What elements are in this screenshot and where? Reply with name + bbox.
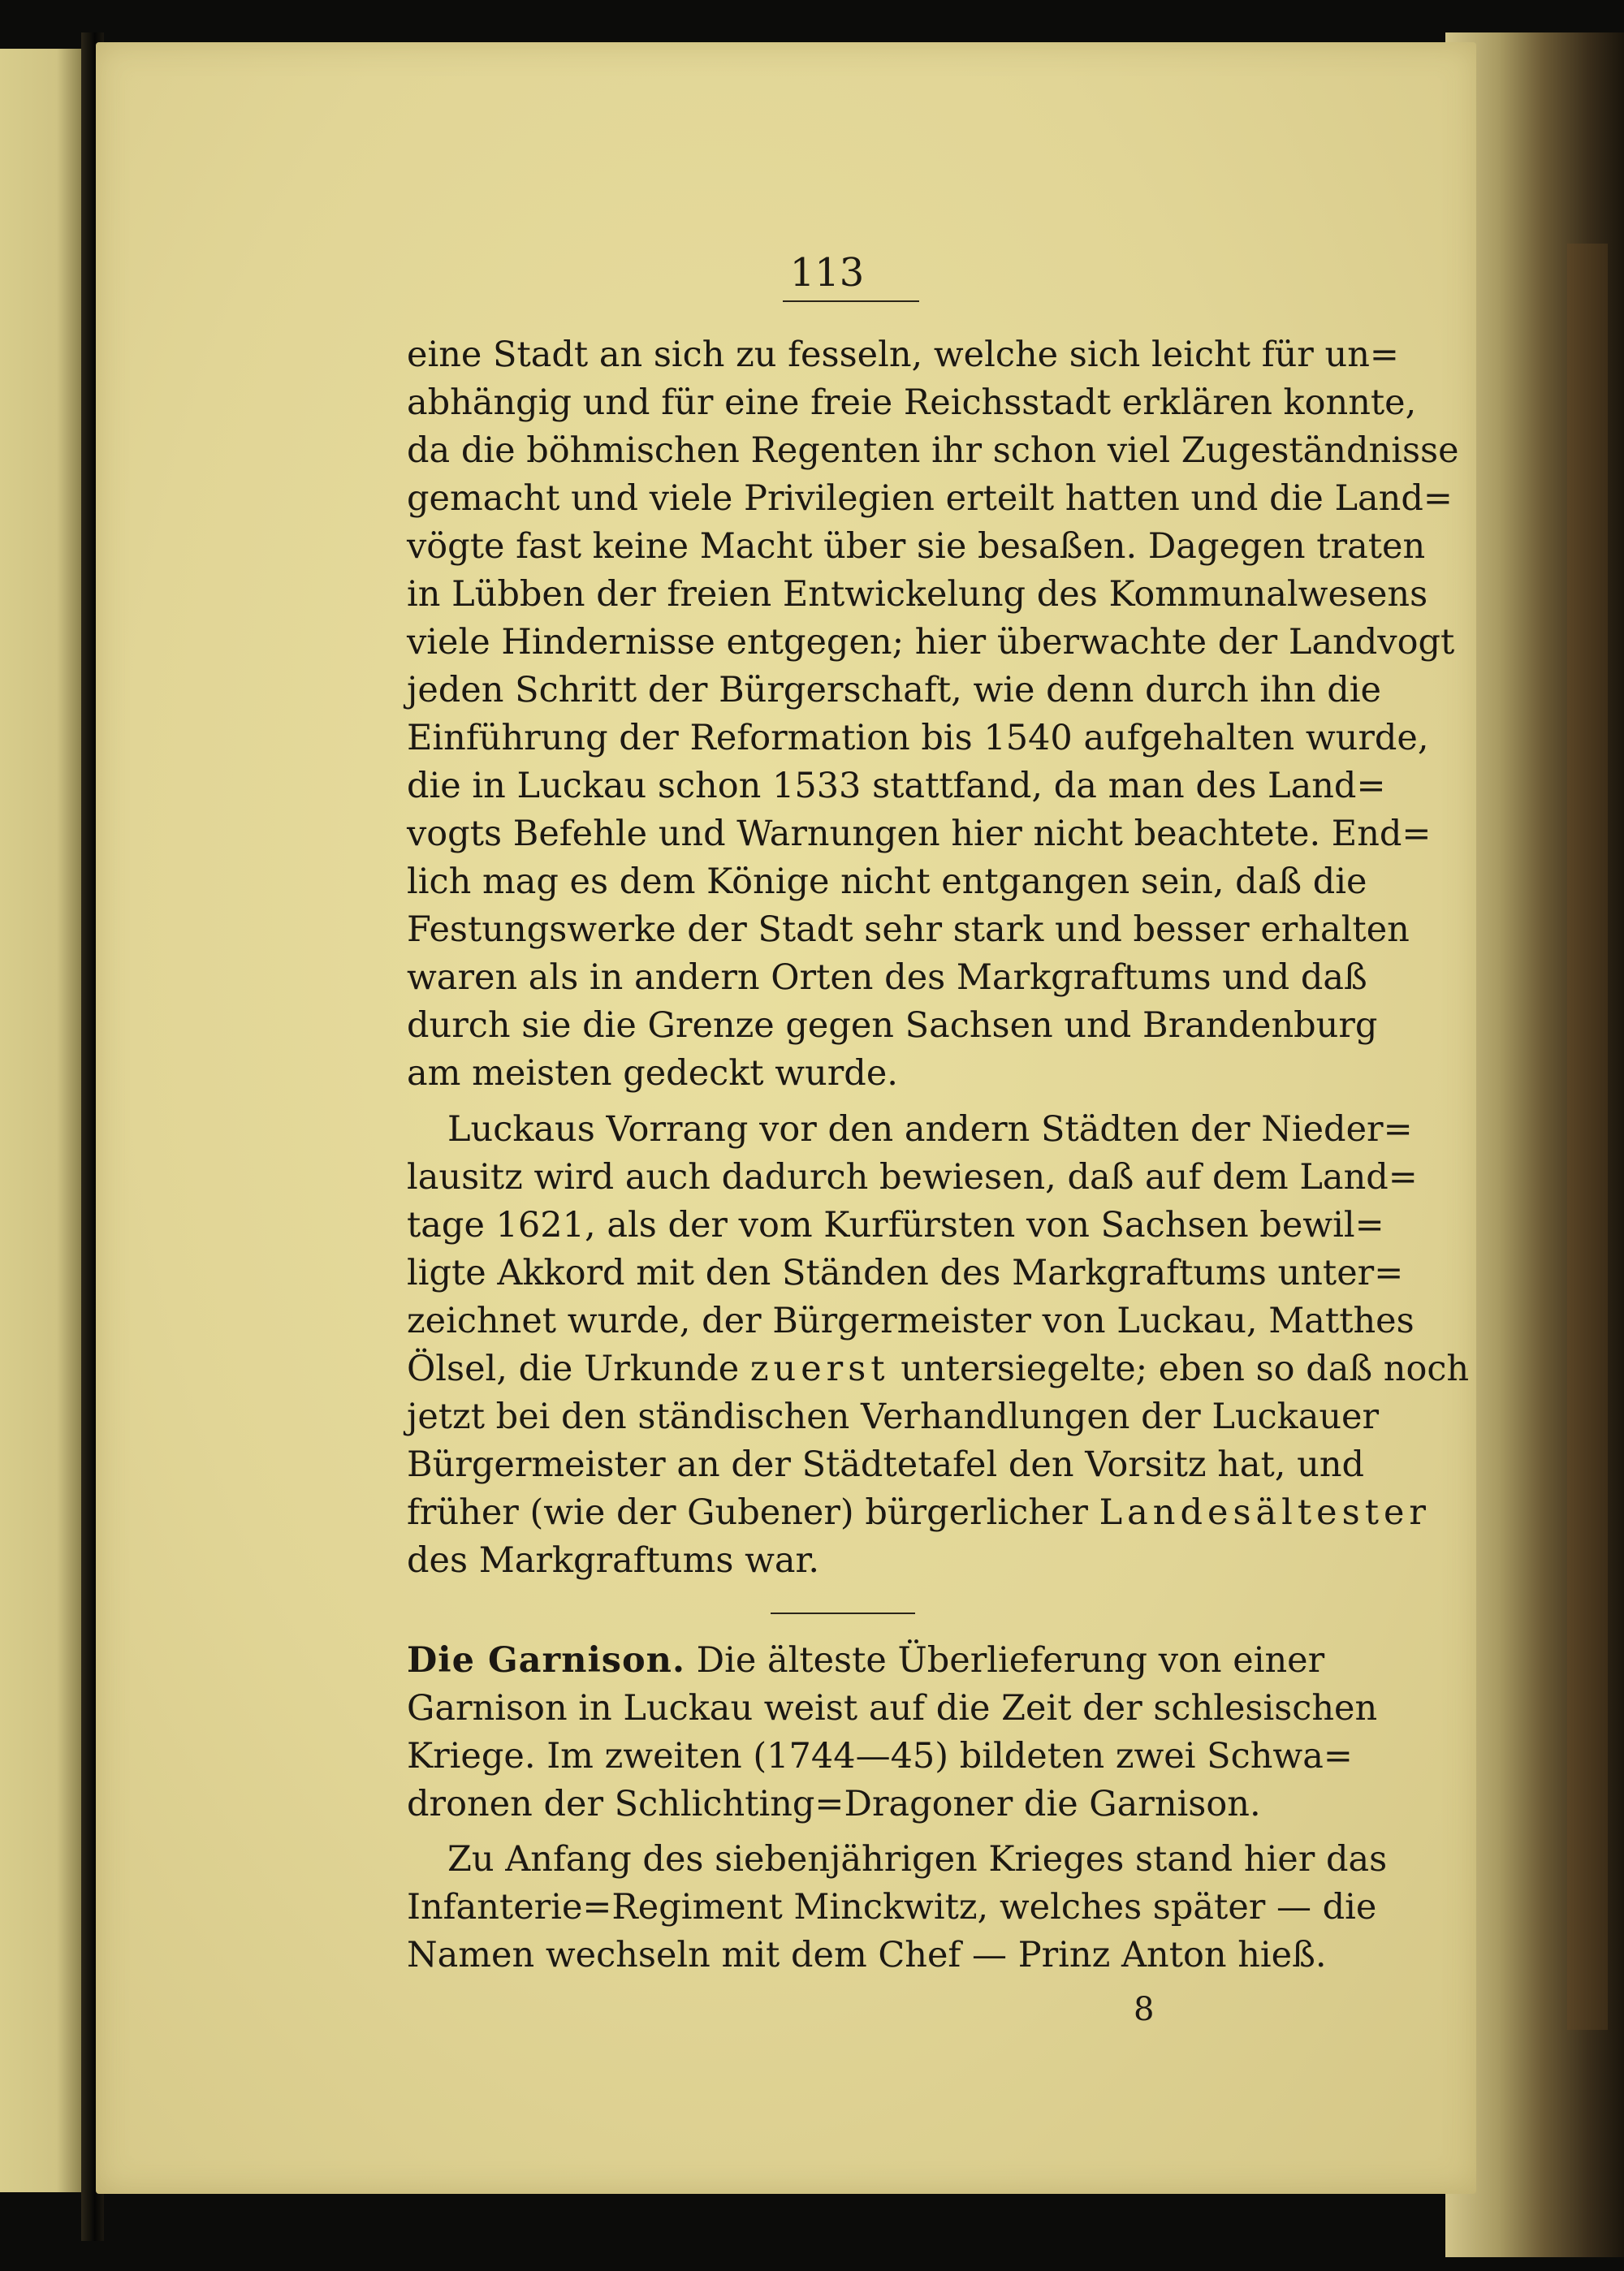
line-segment: früher (wie der Gubener) bürgerlicher	[407, 1492, 1088, 1533]
text-line: gemacht und viele Privilegien erteilt hatten und die Land=	[407, 478, 1453, 519]
text-line: zeichnet wurde, der Bürgermeister von Luckau, Matthes	[407, 1301, 1415, 1341]
text-line: Festungswerke der Stadt sehr stark und besser erhalten	[407, 909, 1410, 950]
text-line	[407, 1488, 1431, 1537]
text-line: dronen der Schlichting=Dragoner die Garnison.	[407, 1784, 1261, 1824]
text-line: in Lübben der freien Entwickelung des Kommunalwesens	[407, 574, 1428, 615]
text-line: da die böhmischen Regenten ihr schon viel Zugeständnisse	[407, 430, 1459, 471]
line-segment: Ölsel, die Urkunde	[407, 1349, 740, 1389]
text-line: Luckaus Vorrang vor den andern Städten der Nieder=	[447, 1109, 1413, 1150]
text-line: Einführung der Reformation bis 1540 aufgehalten wurde,	[407, 718, 1429, 758]
text-line: durch sie die Grenze gegen Sachsen und Brandenburg	[407, 1005, 1378, 1046]
text-line: viele Hindernisse entgegen; hier überwachte der Landvogt	[407, 622, 1455, 663]
text-line: waren als in andern Orten des Markgraftums und daß	[407, 957, 1367, 998]
text-line: lausitz wird auch dadurch bewiesen, daß auf dem Land=	[407, 1157, 1418, 1198]
text-line: vogts Befehle und Warnungen hier nicht beachtete. End=	[407, 814, 1432, 854]
text-line: tage 1621, als der vom Kurfürsten von Sachsen bewil=	[407, 1205, 1384, 1246]
text-line: Bürgermeister an der Städtetafel den Vorsitz hat, und	[407, 1444, 1365, 1485]
text-line: Garnison in Luckau weist auf die Zeit der schlesischen	[407, 1688, 1378, 1729]
text-line: Kriege. Im zweiten (1744—45) bildeten zwei Schwa=	[407, 1736, 1353, 1777]
book-page	[96, 42, 1476, 2194]
text-line: Infanterie=Regiment Minckwitz, welches später — die	[407, 1887, 1377, 1928]
text-line: des Markgraftums war.	[407, 1540, 820, 1581]
text-line: abhängig und für eine freie Reichsstadt erklären konnte,	[407, 382, 1417, 423]
text-line: vögte fast keine Macht über sie besaßen. Dagegen traten	[407, 526, 1426, 567]
text-line: jeden Schritt der Bürgerschaft, wie denn durch ihn die	[407, 670, 1381, 710]
text-line: jetzt bei den ständischen Verhandlungen der Luckauer	[407, 1397, 1380, 1437]
text-line: lich mag es dem Könige nicht entgangen sein, daß die	[407, 861, 1367, 902]
line-segment: untersiegelte; eben so daß noch	[901, 1349, 1470, 1389]
section-heading: Die Garnison.	[407, 1640, 685, 1681]
text-line: ligte Akkord mit den Ständen des Markgraftums unter=	[407, 1253, 1404, 1293]
text-line: Namen wechseln mit dem Chef — Prinz Anton hieß.	[407, 1935, 1327, 1975]
emphasized-word: Landesältester	[1099, 1492, 1431, 1533]
page-number-rule	[783, 300, 919, 302]
page-number: 113	[789, 250, 865, 296]
signature-mark: 8	[1134, 1991, 1155, 2028]
section-divider	[771, 1613, 915, 1614]
facing-page-edge	[0, 49, 81, 2192]
line-segment: Die älteste Überlieferung von einer	[696, 1640, 1325, 1681]
text-line: Zu Anfang des siebenjährigen Krieges stand hier das	[447, 1839, 1388, 1880]
text-line	[407, 1636, 1325, 1685]
text-line: eine Stadt an sich zu fesseln, welche sich leicht für un=	[407, 335, 1399, 375]
emphasized-word: zuerst	[749, 1349, 890, 1389]
text-line: die in Luckau schon 1533 stattfand, da man des Land=	[407, 766, 1386, 806]
text-line	[407, 1345, 1470, 1393]
text-line: am meisten gedeckt wurde.	[407, 1053, 898, 1094]
